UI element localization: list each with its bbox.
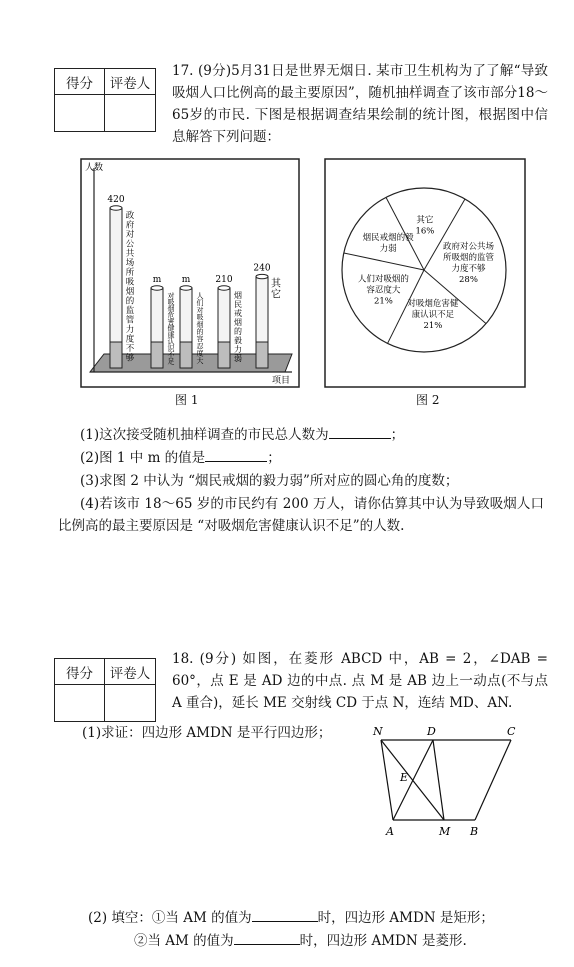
q17-sub2-text: (2)图 1 中 m 的值是	[80, 450, 206, 466]
bar-category-char: 识	[167, 344, 175, 353]
score-cell	[55, 95, 105, 131]
score-label: 得分	[55, 659, 105, 685]
bar-category-char: 对	[125, 230, 135, 240]
bar-category-char: 健	[167, 324, 175, 333]
bar-filter	[218, 342, 230, 368]
bar-category-char: 认	[167, 337, 175, 346]
grader-cell	[105, 685, 155, 721]
bar-category-char: 共	[125, 249, 135, 259]
bar-category-char: 度	[125, 334, 135, 345]
bar-category-char: 的	[125, 296, 135, 307]
label-D: D	[427, 725, 436, 738]
bar-category-char: 烟	[196, 320, 204, 329]
q18-sub2-blank-1	[252, 907, 318, 922]
label-N: N	[373, 725, 383, 738]
bar-category-char: 弱	[234, 354, 242, 363]
q18-sub2-line1-a: ①当 AM 的值为	[151, 910, 252, 926]
q17-sub1-end: ；	[390, 427, 405, 443]
pie-label-line: 对吸烟危害健	[407, 299, 459, 310]
bar-category-char: 烟	[125, 287, 135, 297]
label-M: M	[439, 825, 451, 838]
bar-category-char: 管	[125, 315, 135, 326]
bar-category-char: 康	[167, 331, 175, 340]
pie-label-line: 力度不够	[451, 263, 486, 274]
bar-category-char: 不	[125, 344, 135, 354]
bar-value-label: 210	[215, 275, 233, 285]
bar-category-char: 的	[196, 328, 204, 336]
bar-category-char: 民	[234, 300, 242, 309]
bar-category-char: 吸	[125, 277, 135, 288]
bar-category-char: 大	[196, 356, 204, 365]
bar-category-char: 人	[196, 292, 204, 300]
bar-top	[180, 286, 192, 290]
bar-1	[107, 195, 134, 368]
bar-category-char: 对	[167, 292, 175, 300]
bar-category-char: 吸	[196, 313, 204, 322]
q17-sub4: (4)若该市 18～65 岁的市民约有 200 万人，请你估算其中认为导致吸烟人口比例高的最主要原因是 “对吸烟危害健康认识不足”的人数.	[58, 496, 544, 534]
bar-category-char: 监	[125, 306, 135, 316]
q17-sub2	[80, 447, 281, 469]
bar-category-char: 毅	[234, 336, 242, 345]
bar-category-char: 烟	[234, 318, 242, 327]
bar-value-label: m	[152, 275, 162, 285]
pie-label-line: 28%	[459, 274, 478, 285]
bar-category-char: 的	[234, 327, 242, 336]
q18-sub1: (1)求证：四边形 AMDN 是平行四边形；	[82, 725, 332, 741]
q18-sub2-line1	[88, 907, 494, 929]
pie-label-line: 力弱	[379, 244, 397, 255]
bar-category-char: 吸	[167, 298, 175, 307]
q17-sub3: (3)求图 2 中认为 “烟民戒烟的毅力弱”所对应的圆心角的度数；	[80, 473, 459, 489]
bar-filter	[110, 342, 122, 368]
bar-top	[256, 274, 268, 278]
bar-top	[110, 206, 122, 210]
bar-category-char: 度	[196, 349, 204, 358]
q17-intro: 17. (9分)5月31日是世界无烟日. 某市卫生机构为了了解“导致吸烟人口比例高的最主要原因”，随机抽样调查了该市部分18～65岁的市民. 下图是根据调查结果绘制的统计图，根据图中信息解答下列问题：	[172, 63, 548, 145]
pie-label-line: 21%	[423, 321, 443, 332]
q17-sub1	[80, 424, 404, 446]
bar-category-char: 足	[167, 357, 175, 366]
bar-category-char: 政	[125, 211, 135, 221]
bar-category-char: 忍	[196, 342, 204, 351]
score-label: 得分	[55, 69, 105, 95]
pie-label-line: 烟民戒烟的毅	[362, 233, 414, 244]
label-C: C	[507, 725, 516, 738]
q17-sub2-end: ；	[267, 450, 281, 466]
q17-sub1-blank	[329, 424, 391, 439]
bar-category-char: 够	[125, 353, 135, 364]
pie-label-line: 容忍度大	[366, 285, 401, 296]
label-B: B	[470, 825, 479, 838]
q18-sub2-line2-a: ②当 AM 的值为	[134, 933, 234, 949]
bar-filter	[256, 342, 268, 368]
q18-sub2-line2-b: 时，四边形 AMDN 是菱形.	[299, 933, 467, 949]
bar-category-char: 力	[125, 325, 135, 335]
bar-category-char: 烟	[167, 305, 175, 314]
pie-slice-label-5	[415, 214, 434, 236]
pie-label-line: 政府对公共场	[442, 241, 494, 252]
bar-filter	[180, 342, 192, 368]
bar-category-char: 危	[167, 311, 175, 320]
score-box-q18	[54, 658, 156, 722]
q18-sub2-line2	[134, 930, 467, 952]
q17-sub1-text: (1)这次接受随机抽样调查的市民总人数为	[80, 427, 329, 443]
grader-label: 评卷人	[105, 69, 155, 95]
pie-label-line: 其它	[416, 215, 434, 226]
bar-top	[151, 286, 163, 290]
bar-filter	[151, 342, 163, 368]
figure-1-caption: 图 1	[175, 393, 199, 407]
bar-value-label: m	[181, 275, 191, 285]
label-E: E	[400, 771, 409, 784]
bar-category-char: 们	[196, 299, 204, 308]
q18-sub2-line1-b: 时，四边形 AMDN 是矩形；	[317, 910, 494, 926]
pie-label-line: 人们对吸烟的	[357, 274, 409, 285]
q18-sub2-prefix: (2) 填空：	[88, 910, 152, 926]
q17-sub2-blank	[205, 447, 267, 462]
rhombus-geometry-figure	[368, 718, 528, 842]
figure-2-caption: 图 2	[416, 393, 440, 407]
x-axis-label: 项目	[272, 376, 291, 386]
score-cell	[55, 685, 105, 721]
label-A: A	[386, 825, 394, 838]
q18-sub2-blank-2	[234, 930, 300, 945]
bar-category-char: 对	[196, 306, 204, 315]
pie-chart-figure-2	[324, 158, 526, 388]
segment-BC	[475, 740, 511, 820]
bar-category-char: 害	[167, 318, 175, 327]
pie-label-line: 16%	[415, 226, 435, 237]
bar-category-char: 容	[196, 335, 204, 344]
score-box-q17	[54, 68, 156, 132]
bar-category-char: 所	[125, 268, 135, 278]
grader-label: 评卷人	[105, 659, 155, 685]
pie-label-line: 21%	[373, 296, 393, 307]
bar-category-char: 戒	[234, 309, 242, 318]
grader-cell	[105, 95, 155, 131]
pie-label-line: 康认识不足	[411, 310, 455, 321]
pie-label-line: 所吸烟的监管	[442, 252, 494, 263]
bar-top	[218, 286, 230, 290]
bar-category-char: 场	[125, 258, 135, 269]
bar-category-char: 其	[271, 278, 281, 290]
bar-category-char: 它	[271, 289, 281, 301]
q18-intro: 18. (9分) 如图，在菱形 ABCD 中，AB = 2，∠DAB = 60°，点 E 是 AD 边的中点. 点 M 是 AB 边上一动点(不与点 A 重合)，延长 ME 交射线 CD 于点 N，连结 MD、AN.	[172, 651, 548, 711]
bar-category-char: 烟	[234, 291, 242, 300]
bar-value-label: 420	[107, 195, 125, 205]
bar-category-char: 力	[234, 345, 242, 354]
y-axis-label: 人数	[85, 163, 104, 173]
bar-category-char: 公	[125, 239, 135, 250]
bar-chart-figure-1	[80, 158, 300, 388]
bar-category-char: 府	[125, 220, 135, 231]
bar-value-label: 240	[253, 263, 271, 274]
bar-category-char: 不	[167, 350, 175, 359]
